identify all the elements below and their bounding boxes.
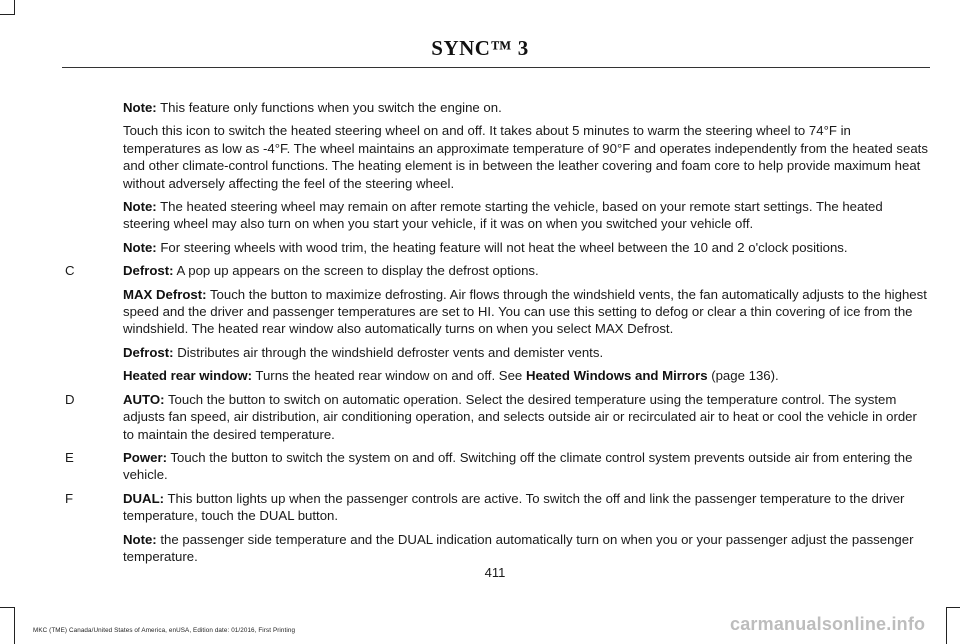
cross-reference-page: (page 136). — [707, 368, 779, 384]
callout-letter — [58, 367, 123, 384]
manual-content — [58, 99, 928, 571]
paragraph-text — [123, 286, 928, 338]
item-f-dual — [58, 490, 928, 525]
crop-mark-bottom-left — [0, 607, 15, 644]
callout-letter — [58, 286, 123, 338]
edition-footer: MKC (TME) Canada/United States of America, enUSA, Edition date: 01/2016, First Printing — [33, 627, 296, 634]
paragraph-label: MAX Defrost: — [123, 286, 207, 302]
paragraph-text — [123, 490, 928, 525]
paragraph-body: Touch the button to switch the system on and off. Switching off the climate control system prevents outside air from entering the vehicle. — [123, 449, 913, 483]
item-c-defrost — [58, 262, 928, 279]
paragraph-text — [123, 198, 928, 233]
paragraph-label: Note: — [123, 239, 157, 255]
paragraph-body: This feature only functions when you switch the engine on. — [156, 100, 502, 115]
paragraph-body: Touch the button to maximize defrosting. Air flows through the windshield vents, the fan automatically adjusts to the highest speed and the driver and passenger temperatures are set to HI. You can use this setting to defog or clear a thin covering of ice from the windshield. The heated rear window also automatically turns on when you select MAX Defrost. — [123, 286, 927, 337]
callout-letter — [58, 531, 123, 566]
paragraph-text — [123, 344, 928, 361]
paragraph-body: For steering wheels with wood trim, the heating feature will not heat the wheel between the 10 and 2 o'clock positions. — [156, 239, 848, 255]
cross-reference-link[interactable]: Heated Windows and Mirrors — [525, 368, 708, 384]
paragraph-defrost-vents — [58, 344, 928, 361]
paragraph-text — [123, 122, 928, 192]
header-divider — [62, 67, 930, 68]
item-e-power — [58, 449, 928, 484]
paragraph-label: Power: — [123, 449, 167, 465]
paragraph-label: Heated rear window: — [123, 368, 252, 384]
paragraph-note-dual — [58, 531, 928, 566]
paragraph-max-defrost — [58, 286, 928, 338]
paragraph-label: Defrost: — [123, 344, 174, 360]
paragraph-body: the passenger side temperature and the DUAL indication automatically turn on when you or your passenger adjust the passenger temperature. — [123, 531, 914, 564]
paragraph-label: AUTO: — [123, 391, 165, 407]
paragraph-text — [123, 449, 928, 484]
paragraph-body: Touch the button to switch on automatic operation. Select the desired temperature using the temperature control. The system adjusts fan speed, air distribution, air conditioning operation, and selects outside air or recirculated air to heat or cool the vehicle in order to maintain the desired temperature. — [123, 391, 917, 442]
callout-letter: E — [65, 449, 74, 465]
callout-letter — [58, 239, 123, 256]
paragraph-label: Note: — [123, 100, 157, 115]
crop-mark-top-left — [0, 0, 15, 15]
paragraph-label: DUAL: — [123, 490, 165, 506]
paragraph-label: Note: — [123, 199, 157, 215]
callout-letter: F — [65, 490, 74, 506]
paragraph-heated-rear-window — [58, 367, 928, 384]
callout-letter — [58, 344, 123, 361]
watermark-logo: carmanualsonline.info — [730, 614, 926, 634]
crop-mark-bottom-right — [946, 607, 960, 644]
paragraph-body: Distributes air through the windshield defroster vents and demister vents. — [173, 344, 604, 360]
callout-letter — [58, 198, 123, 233]
paragraph-note-remote-start — [58, 198, 928, 233]
paragraph-body: The heated steering wheel may remain on after remote starting the vehicle, based on your remote start settings. The heated steering wheel may also turn on when you start your vehicle, if it was on when you switched your vehicle off. — [123, 199, 883, 232]
paragraph-label: Defrost: — [123, 263, 174, 279]
paragraph-text — [123, 367, 928, 384]
paragraph-text — [123, 391, 928, 443]
paragraph-text — [123, 239, 928, 256]
paragraph-text — [123, 99, 928, 116]
callout-letter: D — [65, 391, 75, 407]
paragraph-body: This button lights up when the passenger controls are active. To switch the off and link the passenger temperature to the driver temperature, touch the DUAL button. — [123, 490, 905, 524]
paragraph-text — [123, 531, 928, 566]
paragraph-body: Turns the heated rear window on and off. See — [251, 368, 526, 384]
paragraph-label: Note: — [123, 531, 157, 547]
paragraph-body: A pop up appears on the screen to display the defrost options. — [173, 263, 539, 279]
callout-letter — [58, 99, 123, 116]
paragraph-note-wood-trim — [58, 239, 928, 256]
paragraph-text — [123, 262, 928, 279]
item-d-auto — [58, 391, 928, 443]
paragraph-body: Touch this icon to switch the heated steering wheel on and off. It takes about 5 minutes to warm the steering wheel to 74°F in temperatures as low as -4°F. The wheel maintains an approximate temperature of 90°F and operates independently from the heated seats and other climate-control functions. The heating element is in between the leather covering and foam core to help provide maximum heat without adversely affecting the feel of the steering wheel. — [123, 123, 928, 191]
callout-letter — [58, 122, 123, 192]
callout-letter: C — [65, 263, 75, 279]
page-title: SYNC™ 3 — [431, 36, 529, 60]
paragraph-heated-steering-wheel — [58, 122, 928, 192]
paragraph-note-engine — [58, 99, 928, 116]
page-number: 411 — [484, 565, 506, 580]
